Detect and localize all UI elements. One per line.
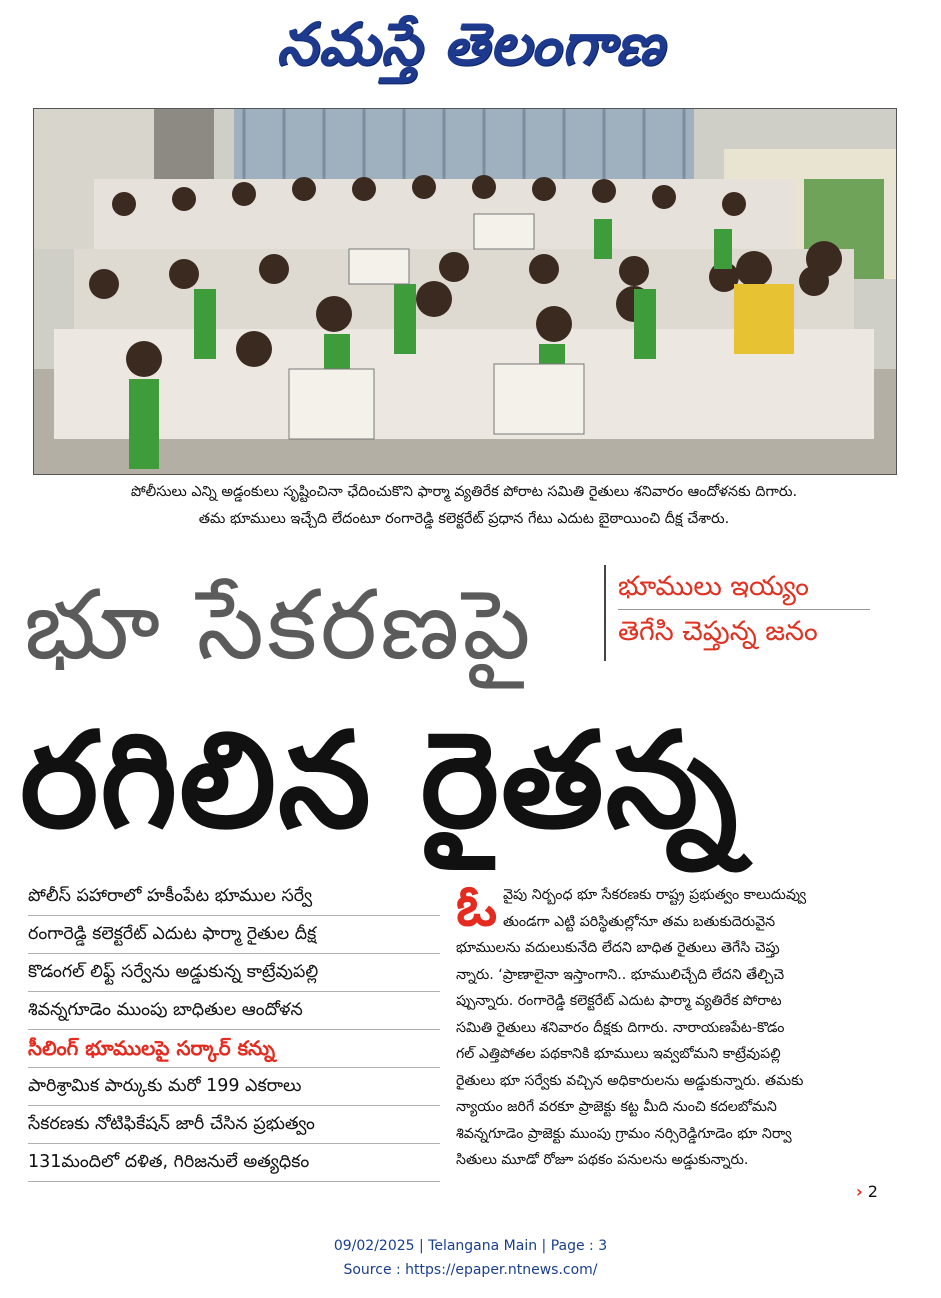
body-line: గల్ ఎత్తిపోతల పథకానికి భూములు ఇవ్వబోమని కాట్రేవుపల్లి: [456, 1046, 781, 1062]
source-link[interactable]: Source : https://epaper.ntnews.com/: [343, 1262, 598, 1278]
body-line: రైతులు భూ సర్వేకు వచ్చిన అధికారులను అడ్డుకున్నారు. తమకు: [456, 1072, 804, 1089]
drop-cap: ఓ: [456, 874, 497, 939]
summary-item: శివన్నగూడెం ముంపు బాధితుల ఆందోళన: [28, 992, 440, 1030]
body-line: తుండగా ఎట్టి పరిస్థితుల్లోనూ తమ బతుకుదెరువైన: [502, 913, 776, 930]
summary-item: కొడంగల్ లిఫ్ట్ సర్వేను అడ్డుకున్న కాట్రేవుపల్లి: [28, 954, 440, 992]
summary-item: రంగారెడ్డి కలెక్టరేట్ ఎదుట ఫార్మా రైతుల దీక్ష: [28, 916, 440, 954]
summary-highlight: సీలింగ్ భూములపై సర్కార్ కన్ను: [28, 1030, 440, 1068]
summary-item: పోలీస్ పహారాలో హకీంపేట భూముల సర్వే: [28, 878, 440, 916]
headline-line-2: రగిలిన రైతన్న: [20, 704, 740, 858]
summary-item: సేకరణకు నోటిఫికేషన్ జారీ చేసిన ప్రభుత్వం: [28, 1106, 440, 1144]
headline-line-1: భూ సేకరణపై: [24, 569, 534, 681]
body-line: న్యాయం జరిగే వరకూ ప్రాజెక్టు కట్ట మీది నుంచి కదలబోమని: [456, 1099, 777, 1115]
body-line: భూములను వదులుకునేది లేదని బాధిత రైతులు తెగేసి చెప్తు: [456, 940, 780, 956]
masthead: [0, 6, 941, 82]
body-line: ప్పున్నారు. రంగారెడ్డి కలెక్టరేట్ ఎదుట ఫార్మా వ్యతిరేక పోరాట: [456, 993, 782, 1009]
page-footer: [0, 1234, 941, 1282]
body-line: వైపు నిర్బంధ భూ సేకరణకు రాష్ట్ర ప్రభుత్వం కాలుదువ్వు: [502, 887, 807, 903]
kicker-line-2: తెగేసి చెప్తున్న జనం: [618, 616, 818, 647]
caption-line-2: తమ భూములు ఇచ్చేది లేదంటూ రంగారెడ్డి కలెక్టరేట్ ప్రధాన గేటు ఎదుట బైఠాయించి దీక్ష చేశారు.: [198, 511, 730, 527]
summary-points: [28, 878, 440, 1182]
protest-photo: [33, 108, 897, 475]
caption-line-1: పోలీసులు ఎన్ని అడ్డంకులు సృష్టించినా ఛేదించుకొని ఫార్మా వ్యతిరేక పోరాట సమితి రైతులు శనివారం ఆందోళనకు దిగారు.: [130, 484, 798, 500]
summary-item: పారిశ్రామిక పార్కుకు మరో 199 ఎకరాలు: [28, 1068, 440, 1106]
continued-on-page[interactable]: [856, 1182, 878, 1201]
body-line: సమితి రైతులు శనివారం దీక్షకు దిగారు. నారాయణపేట-కొడం: [456, 1019, 785, 1036]
article-body: [456, 874, 908, 1174]
continued-page-number: 2: [867, 1182, 878, 1201]
newspaper-title: నమస్తే తెలంగాణ: [276, 10, 665, 78]
photo-caption: [33, 479, 895, 533]
body-line: శివన్నగూడెం ప్రాజెక్టు ముంపు గ్రామం నర్సిరెడ్డిగూడెం భూ నిర్వా: [456, 1125, 792, 1142]
kicker-line-1: భూములు ఇయ్యం: [618, 565, 870, 610]
edition-info: 09/02/2025 | Telangana Main | Page : 3: [333, 1238, 608, 1254]
body-line: సితులు మూడో రోజూ పథకం పనులను అడ్డుకున్నారు.: [456, 1152, 749, 1168]
chevron-right-icon: ›: [856, 1182, 863, 1201]
body-line: న్నారు. ‘ప్రాణాలైనా ఇస్తాంగాని.. భూములిచ్చేది లేదని తేల్చిచె: [456, 966, 785, 983]
kicker: [604, 565, 870, 661]
summary-item: 131మందిలో దళిత, గిరిజనులే అత్యధికం: [28, 1144, 440, 1182]
